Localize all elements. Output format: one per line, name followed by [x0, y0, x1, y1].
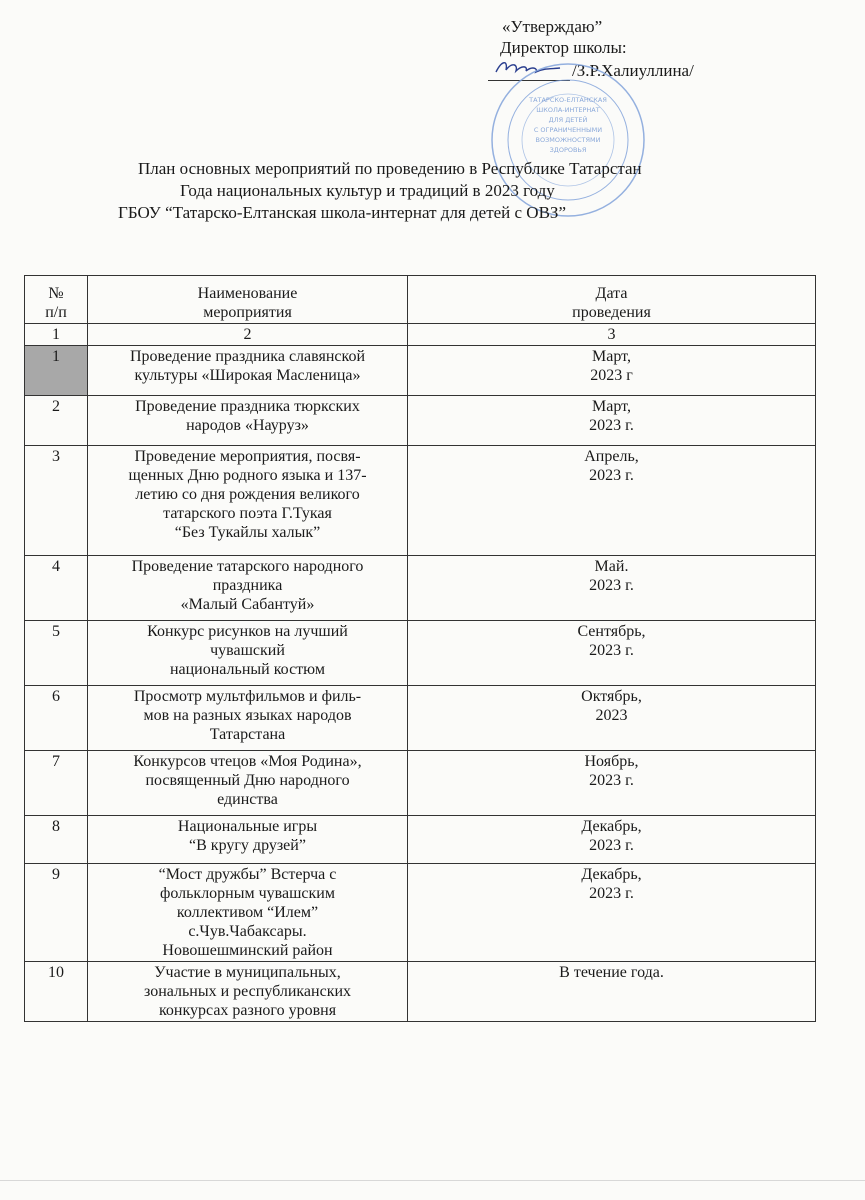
row-number: 8 [25, 816, 88, 864]
row-number: 9 [25, 864, 88, 962]
svg-text:С ОГРАНИЧЕННЫМИ: С ОГРАНИЧЕННЫМИ [533, 126, 603, 134]
table-row [25, 346, 816, 396]
table-header-cell: Наименование мероприятия [88, 276, 408, 324]
event-name: “Мост дружбы” Встерча с фольклорным чувашским коллективом “Илем” с.Чув.Чабаксары. Новошешминский район [88, 864, 408, 962]
column-number-row [25, 324, 816, 346]
page-edge-line [0, 1180, 865, 1181]
table-row [25, 864, 816, 962]
event-date: Март, 2023 г. [408, 396, 816, 446]
table-row [25, 621, 816, 686]
table-row [25, 556, 816, 621]
row-number: 1 [25, 346, 88, 396]
svg-text:ВОЗМОЖНОСТЯМИ: ВОЗМОЖНОСТЯМИ [535, 136, 601, 144]
table-row [25, 962, 816, 1022]
event-name: Проведение праздника славянской культуры «Широкая Масленица» [88, 346, 408, 396]
table-row [25, 396, 816, 446]
table-row [25, 446, 816, 556]
director-name: /З.Р.Халиуллина/ [572, 61, 694, 80]
event-date: Октябрь, 2023 [408, 686, 816, 751]
row-number: 7 [25, 751, 88, 816]
row-number: 2 [25, 396, 88, 446]
row-number: 3 [25, 446, 88, 556]
title-line-1: План основных мероприятий по проведению в Республике Татарстан [138, 159, 642, 178]
svg-text:ШКОЛА-ИНТЕРНАТ: ШКОЛА-ИНТЕРНАТ [536, 106, 600, 114]
table-header-cell: № п/п [25, 276, 88, 324]
column-number-cell: 2 [88, 324, 408, 346]
column-number-cell: 1 [25, 324, 88, 346]
event-name: Национальные игры “В кругу друзей” [88, 816, 408, 864]
event-date: Май. 2023 г. [408, 556, 816, 621]
row-number: 10 [25, 962, 88, 1022]
event-name: Просмотр мультфильмов и филь- мов на разных языках народов Татарстана [88, 686, 408, 751]
event-date: Ноябрь, 2023 г. [408, 751, 816, 816]
event-name: Конкурс рисунков на лучший чувашский национальный костюм [88, 621, 408, 686]
event-name: Проведение мероприятия, посвя- щенных Дню родного языка и 137- летию со дня рождения великого татарского поэта Г.Тукая “Без Тукайлы халык” [88, 446, 408, 556]
table-row [25, 751, 816, 816]
event-date: Сентябрь, 2023 г. [408, 621, 816, 686]
event-date: Апрель, 2023 г. [408, 446, 816, 556]
table-row [25, 686, 816, 751]
table-header-row [25, 276, 816, 324]
event-name: Участие в муниципальных, зональных и республиканских конкурсах разного уровня [88, 962, 408, 1022]
table-row [25, 816, 816, 864]
document-title [0, 158, 865, 224]
svg-text:ЗДОРОВЬЯ: ЗДОРОВЬЯ [549, 146, 587, 154]
row-number: 4 [25, 556, 88, 621]
director-label: Директор школы: [500, 38, 627, 57]
column-number-cell: 3 [408, 324, 816, 346]
event-date: Декабрь, 2023 г. [408, 864, 816, 962]
row-number: 5 [25, 621, 88, 686]
title-line-3: ГБОУ “Татарско-Елтанская школа-интернат для детей с ОВЗ” [118, 203, 566, 222]
event-name: Конкурсов чтецов «Моя Родина», посвященный Дню народного единства [88, 751, 408, 816]
svg-text:ДЛЯ ДЕТЕЙ: ДЛЯ ДЕТЕЙ [548, 116, 588, 124]
row-number: 6 [25, 686, 88, 751]
title-line-2: Года национальных культур и традиций в 2023 году [180, 181, 555, 200]
event-name: Проведение праздника тюркских народов «Науруз» [88, 396, 408, 446]
event-date: Декабрь, 2023 г. [408, 816, 816, 864]
event-date: В течение года. [408, 962, 816, 1022]
event-name: Проведение татарского народного праздника «Малый Сабантуй» [88, 556, 408, 621]
svg-text:ТАТАРСКО-ЕЛТАНСКАЯ: ТАТАРСКО-ЕЛТАНСКАЯ [529, 96, 607, 104]
event-date: Март, 2023 г [408, 346, 816, 396]
events-table [24, 275, 816, 1022]
approval-line: «Утверждаю” [502, 17, 603, 36]
table-header-cell: Дата проведения [408, 276, 816, 324]
